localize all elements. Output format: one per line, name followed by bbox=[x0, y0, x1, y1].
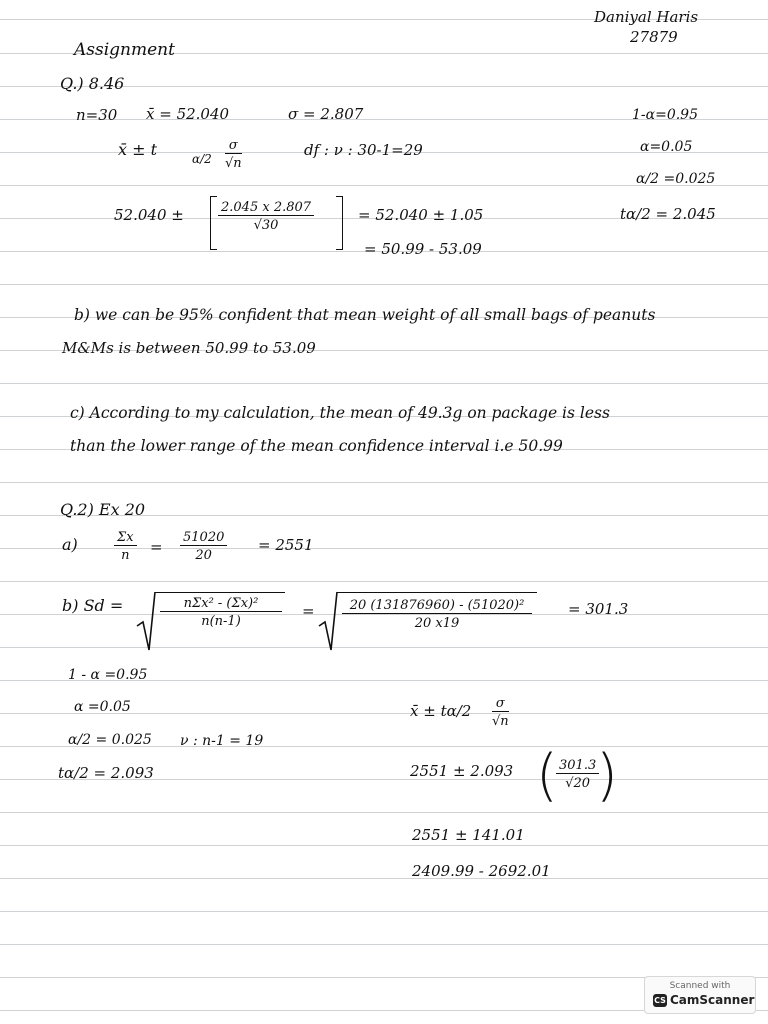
q1-t-crit: tα/2 = 2.045 bbox=[620, 205, 716, 223]
q2-b-eq: = bbox=[302, 602, 315, 620]
q2-a-result: = 2551 bbox=[258, 536, 314, 554]
q1-df: df : ν : 30-1=29 bbox=[304, 141, 423, 159]
q2-a-num2: 51020 bbox=[180, 530, 227, 546]
q2-radical-2-bar bbox=[337, 592, 537, 593]
q1-formula-num: σ bbox=[225, 138, 242, 154]
q2-sd-result: = 301.3 bbox=[568, 600, 629, 618]
q2-calc-den: √20 bbox=[565, 776, 591, 791]
q2-formula-num: σ bbox=[492, 696, 509, 712]
q1-part-c-line1: c) According to my calculation, the mean of 49.3g on package is less bbox=[70, 404, 610, 422]
q2-sd-num2: 20 (131876960) - (51020)² bbox=[342, 598, 532, 614]
q1-part-b-line1: b) we can be 95% confident that mean weight of all small bags of peanuts bbox=[74, 306, 656, 324]
q2-interval: 2409.99 - 2692.01 bbox=[412, 862, 551, 880]
q2-sd-num: nΣx² - (Σx)² bbox=[160, 596, 282, 612]
q2-label: Q.2) Ex 20 bbox=[60, 500, 146, 519]
q2-radical-1-bar bbox=[155, 592, 285, 593]
q1-calc-result: = 52.040 ± 1.05 bbox=[358, 206, 484, 224]
camscanner-watermark bbox=[644, 976, 756, 1014]
q2-left-paren: ( bbox=[536, 743, 558, 808]
q1-calc-prefix: 52.040 ± bbox=[114, 206, 184, 224]
q1-calc-fraction bbox=[218, 200, 314, 233]
q1-calc-num: 2.045 x 2.807 bbox=[218, 200, 314, 216]
q1-n: n=30 bbox=[76, 106, 118, 124]
q2-t-crit: tα/2 = 2.093 bbox=[58, 764, 154, 782]
q2-calc-prefix: 2551 ± 2.093 bbox=[410, 762, 514, 780]
q2-radical-2 bbox=[318, 590, 338, 652]
watermark-caption: Scanned with bbox=[669, 981, 731, 991]
q2-formula-den: √n bbox=[492, 714, 509, 729]
q1-xbar: x̄ = 52.040 bbox=[146, 105, 230, 123]
q1-part-c-line2: than the lower range of the mean confidence interval i.e 50.99 bbox=[70, 437, 563, 455]
q2-a-den2: 20 bbox=[195, 548, 212, 563]
q2-sd-den: n(n-1) bbox=[201, 614, 241, 629]
camscanner-logo-icon: CS bbox=[654, 996, 666, 1005]
q1-formula-prefix: x̄ ± t bbox=[118, 140, 158, 159]
q2-alpha-half: α/2 = 0.025 bbox=[68, 732, 152, 748]
q2-a-eq: = bbox=[150, 538, 163, 556]
q1-alpha: α=0.05 bbox=[640, 139, 693, 155]
q2-formula: x̄ ± tα/2 bbox=[410, 702, 472, 720]
q2-calc-num: 301.3 bbox=[556, 758, 599, 774]
q2-a-fraction bbox=[114, 530, 137, 563]
q1-interval: = 50.99 - 53.09 bbox=[364, 240, 482, 258]
q2-a-den: n bbox=[121, 548, 130, 563]
q2-nu: ν : n-1 = 19 bbox=[180, 733, 264, 749]
q1-right-bracket bbox=[336, 196, 343, 250]
q2-a-num: Σx bbox=[114, 530, 137, 546]
q2-calc-fraction bbox=[556, 758, 599, 791]
q2-step2: 2551 ± 141.01 bbox=[412, 826, 525, 844]
q1-part-b-line2: M&Ms is between 50.99 to 53.09 bbox=[62, 339, 316, 357]
q2-a-fraction2 bbox=[180, 530, 227, 563]
q1-sigma: σ = 2.807 bbox=[288, 105, 364, 123]
watermark-brand: CamScanner bbox=[670, 993, 755, 1007]
student-id: 27879 bbox=[630, 28, 678, 46]
student-name: Daniyal Haris bbox=[594, 8, 699, 26]
q1-formula-sub: α/2 bbox=[192, 152, 212, 166]
q2-sd-den2: 20 x19 bbox=[414, 616, 460, 631]
q2-formula-fraction bbox=[492, 696, 509, 729]
q1-calc-den: √30 bbox=[253, 218, 279, 233]
q1-alpha-half: α/2 =0.025 bbox=[636, 171, 716, 187]
q1-left-bracket bbox=[210, 196, 217, 250]
page-title: Assignment bbox=[74, 40, 175, 60]
q2-alpha: α =0.05 bbox=[74, 699, 131, 715]
q2-part-b-label: b) Sd = bbox=[62, 596, 124, 615]
q2-one-minus-alpha: 1 - α =0.95 bbox=[68, 667, 148, 683]
q1-label: Q.) 8.46 bbox=[60, 74, 125, 93]
q2-radical-1 bbox=[136, 590, 156, 652]
q1-formula-den: √n bbox=[225, 156, 242, 171]
q2-part-a-label: a) bbox=[62, 535, 78, 554]
q2-sd-fraction bbox=[160, 596, 282, 629]
q2-sd-fraction2 bbox=[342, 598, 532, 631]
q1-one-minus-alpha: 1-α=0.95 bbox=[632, 107, 698, 123]
q2-right-paren: ) bbox=[596, 743, 618, 808]
q1-formula-fraction bbox=[225, 138, 242, 171]
